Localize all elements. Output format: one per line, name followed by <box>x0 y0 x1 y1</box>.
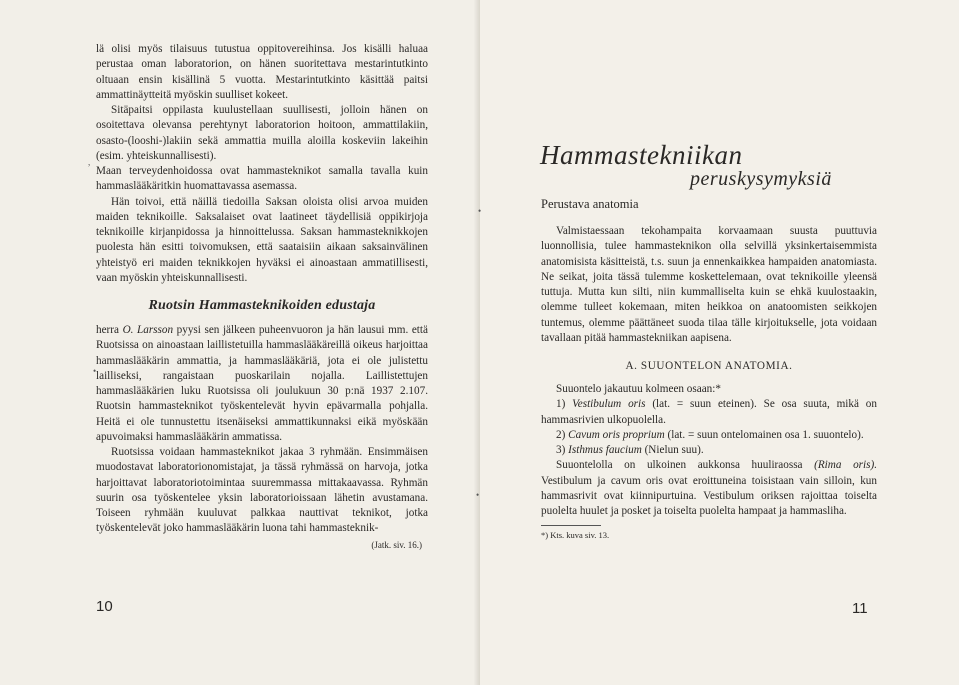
item-number: 2) <box>556 428 566 441</box>
item-text: (Nielun suu). <box>641 444 704 456</box>
print-speck: • <box>478 206 482 216</box>
person-name: O. Larsson <box>122 324 174 336</box>
list-lead: Suuontelo jakautuu kolmeen osaan:* <box>556 383 721 395</box>
text-prefix: herra <box>96 324 123 336</box>
latin-term: Vestibulum oris <box>572 398 646 411</box>
paragraph: Hän toivoi, että näillä tiedoilla Saksan oloista olisi arvoa muiden maiden teknikoille. Saksalaiset ovat laatineet täydellisiä oppikirjoja teknikoille kirjanpidossa ja hinnoittelussa. Saksan hammasteknikkojen puolesta hän esitti toivomuksen, että saataisiin aikaan saksainvälinen yhteistyö eri maiden teknikkojen hyväksi ei ainoastaan ammatillisesti, vaan myöskin yhteiskunnallisesti. <box>96 195 428 284</box>
paragraph: Valmistaessaan tekohampaita korvaamaan suusta puuttuvia luonnollisia, tulee hammasteknikon olla selvillä yksinkertaisemmista anatomisista käsitteistä, t.s. suun ja ennenkaikkea hampaiden anatomiasta. Ne seikat, joita tässä tulemme koskettelemaan, ovat teknikoille yleensä tuttuja. Mutta kun silti, niin kummalliselta kuin se ehkä kuulostaakin, olemme tulleet kokemaan, miten heikkoa on anatoomisten seikkojen tuntemus, olemme päättäneet suoda tilaa tälle kirjoitukselle, jota voidaan tavallaan pitää hammastekniikan aapisena. <box>541 225 877 344</box>
article-title-line2: peruskysymyksiä <box>690 168 832 190</box>
left-page <box>0 0 478 685</box>
latin-term: Isthmus faucium <box>568 444 642 456</box>
continued-note: (Jatk. siv. 16.) <box>371 539 422 550</box>
text-prefix: Suuontelolla on ulkoinen aukkonsa huuliraossa <box>556 459 815 472</box>
article-title-line1: Hammastekniikan <box>540 140 743 170</box>
paragraph: Sitäpaitsi oppilasta kuulustellaan suullisesti, jolloin hänen on osoitettava olevansa perehtynyt laboratorion hoitoon, ammattilakiin, osasto-(looshi-)lakiin sekä ammattia muilla aloilla koskeviin lakeihin (esim. yhteiskunnallisesti). <box>96 104 428 162</box>
list-item <box>541 428 877 443</box>
list-item <box>541 443 877 458</box>
article-subtitle: Perustava anatomia <box>541 197 639 211</box>
paragraph: Maan terveydenhoidossa ovat hammasteknikot samalla tavalla kuin hammaslääkäritkin huomattavassa asemassa. <box>96 165 428 193</box>
footnote-rule <box>541 525 601 526</box>
paragraph: Ruotsissa voidaan hammasteknikot jakaa 3 ryhmään. Ensimmäisen muodostavat laboratorionomistajat, ja tässä ryhmässä on harvoja, jotka harjoittavat laboratoriotoimintaa suuremmassa mittakaavassa. Ryhmän suurin osa työskentelee yksin laboratorioissaan lähetin avustamana. Toiseen ryhmään kuuluvat palkkaa nauttivat teknikot, jotka työskentelevät joko hammaslääkärin luona tahi hammasteknik- <box>96 446 428 535</box>
list-item <box>541 397 877 428</box>
text-rest: Vestibulum ja cavum oris ovat eroittuneina toisistaan vain silloin, kun hammasrivit ovat kiinnipurtuina. Vestibulum oriksen rajoittaa toiselta puolelta huulet ja posket ja toiselta puolelta hampaat ja hammasliha. <box>541 474 877 517</box>
item-number: 3) <box>556 444 566 456</box>
item-number: 1) <box>556 398 566 411</box>
item-text: (lat. = suun eteinen). Se osa suuta, mikä on hammasrivien ulkopuolella. <box>541 398 877 426</box>
text-rest: pyysi sen jälkeen puheenvuoron ja hän lausui mm. että Ruotsissa on ainoastaan laillistetuilla hammaslääkäreillä oikeus harjoittaa hammaslääkärin ammattia, ja hammaslääkäriä, jota ei ole julistettu lailliseksi, rangaistaan puoskarilain nojalla. Laillistettujen hammaslääkärien luku Ruotsissa oli joulukuun 30 p:nä 1937 2.107. Ruotsin hammasteknikot työskentelevät hyvin epävarmalla pohjalla. Heitä ei ole tunnustettu itsenäiseksi ammattikunnaksi eikä myöskään apuvoimaksi hammaslääkärin ammatissa. <box>96 324 428 443</box>
latin-term: Cavum oris proprium <box>568 428 665 441</box>
section-heading: Ruotsin Hammasteknikoiden edustaja <box>148 298 376 313</box>
print-speck: • <box>476 490 480 500</box>
print-speck: , <box>88 157 91 167</box>
section-a-heading: A. SUUONTELON ANATOMIA. <box>625 360 793 372</box>
left-text-column <box>96 42 428 550</box>
page-number-left: 10 <box>96 598 113 615</box>
page-number-right: 11 <box>852 600 868 617</box>
right-text-column <box>541 197 877 541</box>
paragraph: lä olisi myös tilaisuus tutustua oppitovereihinsa. Jos kisälli haluaa perustaa oman laboratorion, on hänen suoritettava mestarintutkinto oltuaan ensin kisällinä 5 vuotta. Mestarintutkinto käsittää paitsi ammattinäytteitä myöskin suulliset kokeet. <box>96 43 428 101</box>
paragraph-closing <box>541 458 877 519</box>
item-text: (lat. = suun ontelomainen osa 1. suuontelo). <box>664 428 864 441</box>
footnote: *) Kts. kuva siv. 13. <box>541 530 610 541</box>
latin-term: (Rima oris). <box>814 459 877 472</box>
paragraph-larsson <box>96 323 428 445</box>
print-speck: • <box>93 366 97 376</box>
